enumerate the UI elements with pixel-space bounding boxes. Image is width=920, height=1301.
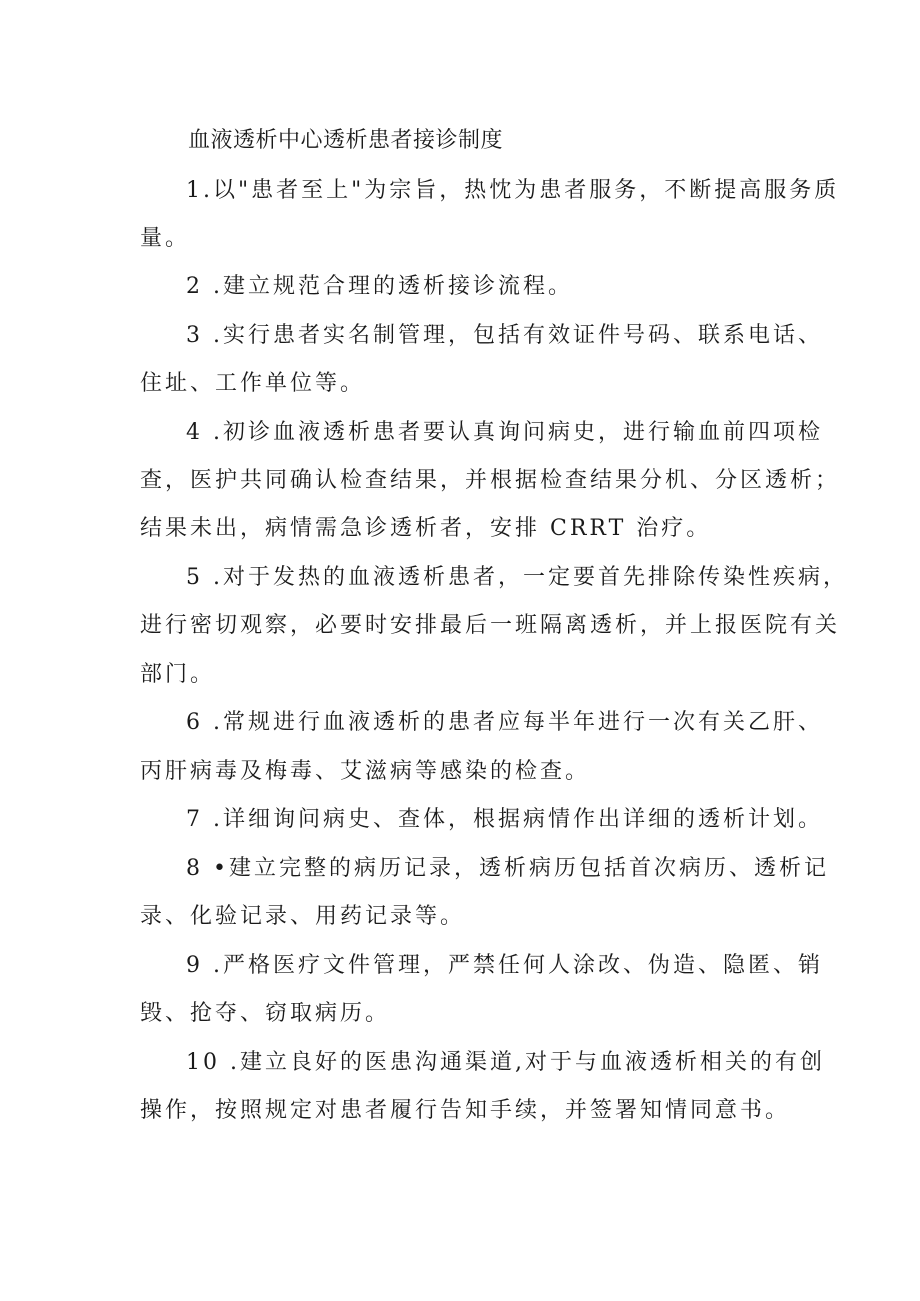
item-3-line-2: 住址、工作单位等。 [140, 371, 366, 396]
item-7-line-1: 7 .详细询问病史、查体，根据病情作出详细的透析计划。 [186, 807, 823, 832]
item-4-line-1: 4 .初诊血液透析患者要认真询问病史，进行输血前四项检 [186, 420, 823, 445]
item-1-line-1: 1.以"患者至上"为宗旨，热忱为患者服务，不断提高服务质 [186, 178, 840, 203]
item-1-line-2: 量。 [140, 226, 191, 251]
item-10-line-1: 10 .建立良好的医患沟通渠道,对于与血液透析相关的有创 [186, 1050, 825, 1075]
item-9-line-1: 9 .严格医疗文件管理，严禁任何人涂改、伪造、隐匿、销 [186, 953, 823, 978]
item-8-line-1: 8 •建立完整的病历记录，透析病历包括首次病历、透析记 [186, 856, 829, 881]
item-10-line-2: 操作，按照规定对患者履行告知手续，并签署知情同意书。 [140, 1098, 791, 1123]
item-5-line-1: 5 .对于发热的血液透析患者，一定要首先排除传染性疾病， [186, 565, 848, 590]
document-title: 血液透析中心透析患者接诊制度 [188, 128, 504, 153]
item-3-line-1: 3 .实行患者实名制管理，包括有效证件号码、联系电话、 [186, 323, 823, 348]
item-4-line-2: 查，医护共同确认检查结果，并根据检查结果分机、分区透析； [140, 468, 841, 493]
item-5-line-3: 部门。 [140, 662, 216, 687]
item-8-line-2: 录、化验记录、用药记录等。 [140, 904, 466, 929]
item-5-line-2: 进行密切观察，必要时安排最后一班隔离透析，并上报医院有关 [140, 613, 841, 638]
item-6-line-1: 6 .常规进行血液透析的患者应每半年进行一次有关乙肝、 [186, 710, 823, 735]
item-6-line-2: 丙肝病毒及梅毒、艾滋病等感染的检查。 [140, 759, 591, 784]
item-9-line-2: 毁、抢夺、窃取病历。 [140, 1001, 391, 1026]
item-2-line-1: 2 .建立规范合理的透析接诊流程。 [186, 274, 573, 299]
item-4-line-3: 结果未出，病情需急诊透析者，安排 CRRT 治疗。 [140, 516, 712, 541]
